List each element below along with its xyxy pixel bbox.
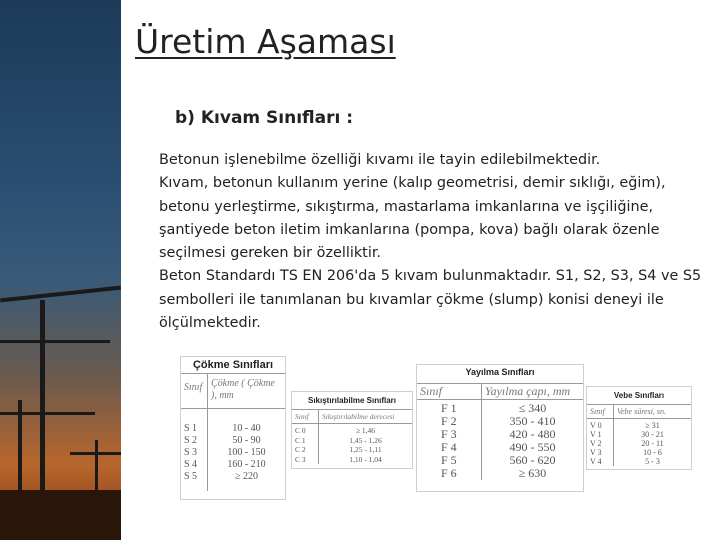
row-value: 1,45 - 1,26: [349, 435, 382, 445]
row-class: C 0: [295, 426, 306, 435]
vebe-table: [586, 386, 692, 470]
row-class: C 3: [295, 454, 306, 464]
paragraph-line: Beton Standardı TS EN 206'da 5 kıvam bulunmaktadır. S1, S2, S3, S4 ve S5: [159, 268, 702, 285]
row-value: 350 - 410: [509, 415, 556, 428]
paragraph-line: ölçülmektedir.: [159, 315, 261, 332]
row-value: 100 - 150: [227, 447, 266, 458]
row-class: S 4: [184, 459, 198, 470]
table-title: Sıkıştırılabilme Sınıfları: [292, 392, 412, 410]
row-value: 490 - 550: [509, 441, 556, 454]
table-header: [292, 410, 412, 424]
paragraph-line: şantiyede beton iletim imkanlarına (pompa, kova) bağlı olarak özenle: [159, 221, 660, 238]
row-value: ≥ 31: [645, 421, 660, 430]
sidebar-image: [0, 0, 121, 540]
row-value: 30 - 21: [641, 430, 664, 439]
header-class: Sınıf: [417, 384, 482, 399]
header-value: Yayılma çapı, mm: [485, 384, 571, 398]
header-value: Sıkıştırılabilme derecesi: [322, 412, 395, 421]
row-class: S 2: [184, 435, 198, 446]
flow-table: [416, 364, 584, 492]
row-value: 10 - 6: [643, 448, 662, 457]
row-class: F 4: [441, 441, 457, 454]
row-value: 1,25 - 1,11: [349, 445, 382, 454]
compaction-table: [291, 391, 413, 469]
row-class: F 6: [441, 467, 457, 480]
paragraph-line: Kıvam, betonun kullanım yerine (kalıp geometrisi, demir sıklığı, eğim),: [159, 175, 666, 192]
row-value: 20 - 11: [641, 439, 664, 448]
row-class: F 5: [441, 454, 457, 467]
row-class: V 3: [590, 448, 602, 457]
row-class: C 2: [295, 445, 306, 454]
table-title: Çökme Sınıfları: [181, 357, 285, 374]
row-value: 5 - 3: [645, 457, 660, 466]
row-class: F 1: [441, 402, 457, 415]
table-title: Vebe Sınıfları: [587, 387, 691, 405]
row-value: 50 - 90: [232, 435, 261, 446]
building-icon: [0, 490, 121, 540]
header-value: Çökme ( Çökme ), mm: [211, 378, 275, 401]
header-value: Vebe süresi, sn.: [617, 407, 667, 416]
table-header: [417, 384, 583, 400]
table-title: Yayılma Sınıfları: [417, 365, 583, 384]
row-class: C 1: [295, 435, 306, 445]
row-value: 160 - 210: [227, 459, 266, 470]
row-value: ≥ 220: [235, 471, 258, 482]
table-header: [587, 405, 691, 419]
table-header: [181, 374, 285, 409]
table-row: [292, 424, 412, 464]
row-class: S 5: [184, 471, 198, 482]
row-value: 1,10 - 1,04: [349, 454, 382, 464]
row-class: F 2: [441, 415, 457, 428]
row-value: 420 - 480: [509, 428, 556, 441]
row-class: F 3: [441, 428, 457, 441]
table-row: [417, 400, 583, 480]
row-class: V 0: [590, 421, 602, 430]
row-value: 10 - 40: [232, 423, 261, 434]
header-class: Sınıf: [181, 374, 208, 408]
row-value: ≥ 1,46: [355, 426, 376, 435]
paragraph-line: sembolleri ile tanımlanan bu kıvamlar çökme (slump) konisi deneyi ile: [159, 291, 664, 308]
table-row: [587, 419, 691, 466]
slump-table: [180, 356, 286, 500]
row-value: 560 - 620: [509, 454, 556, 467]
crane-icon: [0, 286, 121, 303]
paragraph-line: Betonun işlenebilme özelliği kıvamı ile tayin edilebilmektedir.: [159, 152, 601, 168]
crane-icon: [70, 452, 121, 455]
header-class: Sınıf: [292, 410, 319, 423]
header-class: Sınıf: [587, 405, 614, 418]
row-class: S 1: [184, 423, 198, 434]
row-class: V 1: [590, 430, 602, 439]
row-class: S 3: [184, 447, 198, 458]
paragraph-line: seçilmesi gereken bir özelliktir.: [159, 245, 381, 262]
table-row: [181, 409, 285, 491]
crane-icon: [0, 412, 95, 415]
body-paragraph: [159, 149, 711, 335]
paragraph-line: betonu yerleştirme, sıkıştırma, mastarlama imkanlarına ve işçiliğine,: [159, 198, 654, 215]
row-class: V 4: [590, 457, 602, 466]
row-class: V 2: [590, 439, 602, 448]
page-title: Üretim Aşaması: [135, 22, 396, 61]
row-value: ≤ 340: [518, 402, 547, 415]
section-subtitle: b) Kıvam Sınıfları :: [175, 108, 354, 128]
crane-icon: [0, 340, 110, 343]
row-value: ≥ 630: [518, 467, 547, 480]
